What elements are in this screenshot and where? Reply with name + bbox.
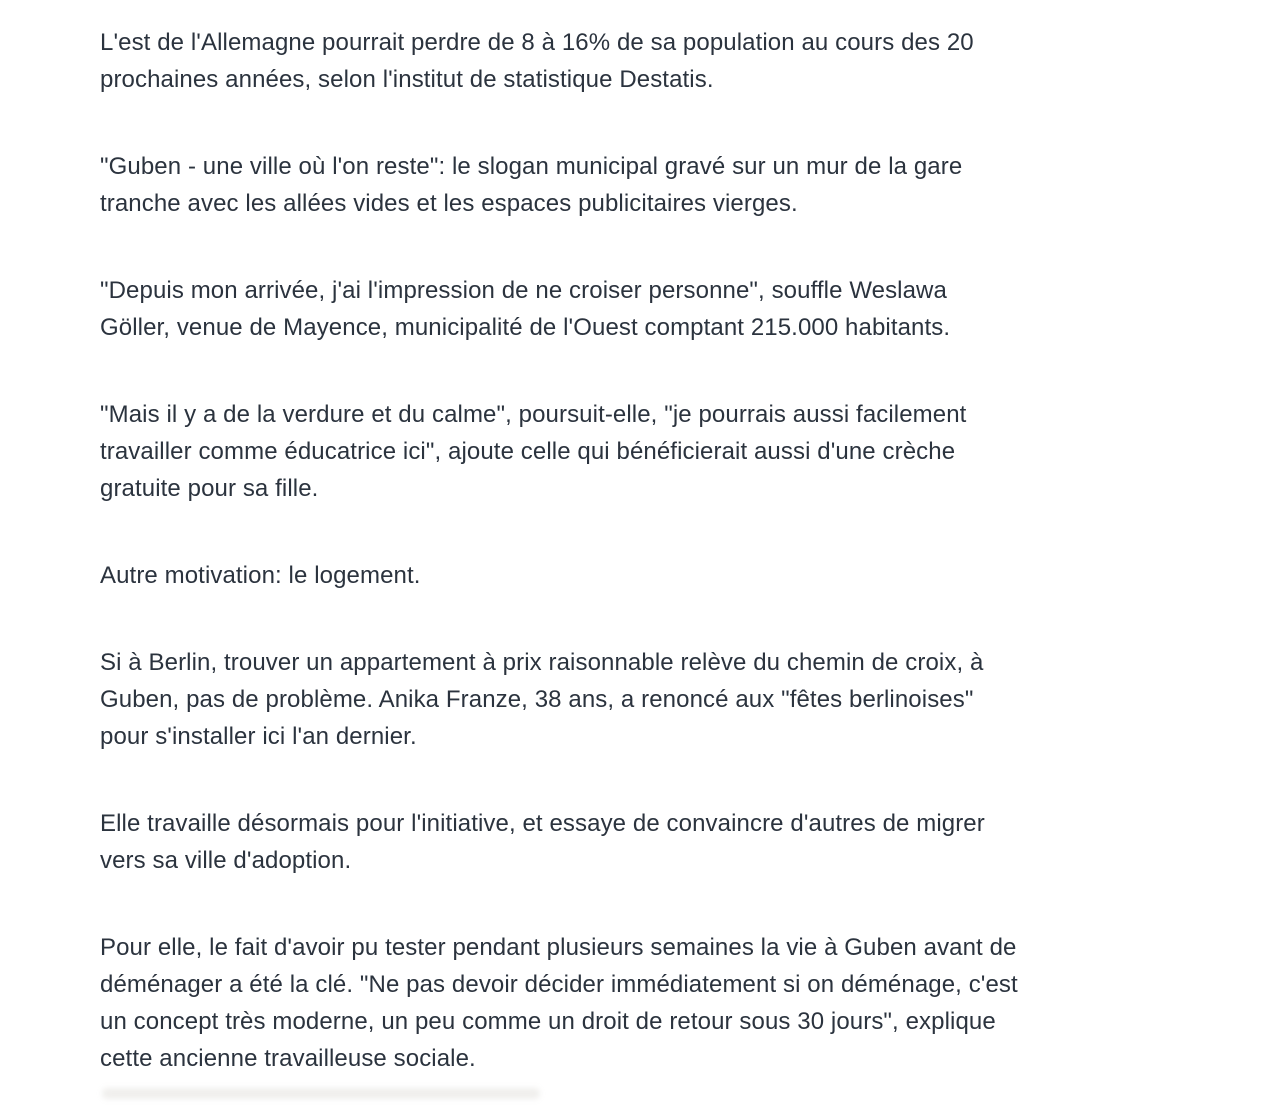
article-paragraph <box>100 148 1090 222</box>
text-line: Guben, pas de problème. Anika Franze, 38 ans, a renoncé aux "fêtes berlinoises" <box>100 686 974 713</box>
text-line: "Depuis mon arrivée, j'ai l'impression de ne croiser personne", souffle Weslawa <box>100 277 947 304</box>
article-paragraph <box>100 805 1090 879</box>
article-paragraph <box>100 396 1090 507</box>
text-line: "Mais il y a de la verdure et du calme", poursuit-elle, "je pourrais aussi facilement <box>100 401 967 428</box>
text-line: cette ancienne travailleuse sociale. <box>100 1045 476 1072</box>
text-line: Autre motivation: le logement. <box>100 562 421 589</box>
text-line: vers sa ville d'adoption. <box>100 847 352 874</box>
article-paragraph <box>100 929 1090 1077</box>
text-line: Göller, venue de Mayence, municipalité de l'Ouest comptant 215.000 habitants. <box>100 314 951 341</box>
clipped-text-remnant <box>102 1088 540 1099</box>
text-line: Elle travaille désormais pour l'initiative, et essaye de convaincre d'autres de migrer <box>100 810 985 837</box>
text-line: Si à Berlin, trouver un appartement à prix raisonnable relève du chemin de croix, à <box>100 649 984 676</box>
text-line: L'est de l'Allemagne pourrait perdre de 8 à 16% de sa population au cours des 20 <box>100 29 974 56</box>
article-paragraph <box>100 24 1090 98</box>
text-line: prochaines années, selon l'institut de statistique Destatis. <box>100 66 714 93</box>
article-paragraph <box>100 644 1090 755</box>
text-line: "Guben - une ville où l'on reste": le slogan municipal gravé sur un mur de la gare <box>100 153 963 180</box>
text-line: Pour elle, le fait d'avoir pu tester pendant plusieurs semaines la vie à Guben avant de <box>100 934 1017 961</box>
text-line: déménager a été la clé. "Ne pas devoir décider immédiatement si on déménage, c'est <box>100 971 1018 998</box>
article-paragraph <box>100 557 1090 594</box>
text-line: travailler comme éducatrice ici", ajoute celle qui bénéficierait aussi d'une crèche <box>100 438 956 465</box>
text-line: tranche avec les allées vides et les espaces publicitaires vierges. <box>100 190 798 217</box>
article-paragraph <box>100 272 1090 346</box>
text-line: gratuite pour sa fille. <box>100 475 319 502</box>
article-body <box>100 24 1090 1118</box>
text-line: un concept très moderne, un peu comme un droit de retour sous 30 jours", explique <box>100 1008 996 1035</box>
text-line: pour s'installer ici l'an dernier. <box>100 723 417 750</box>
